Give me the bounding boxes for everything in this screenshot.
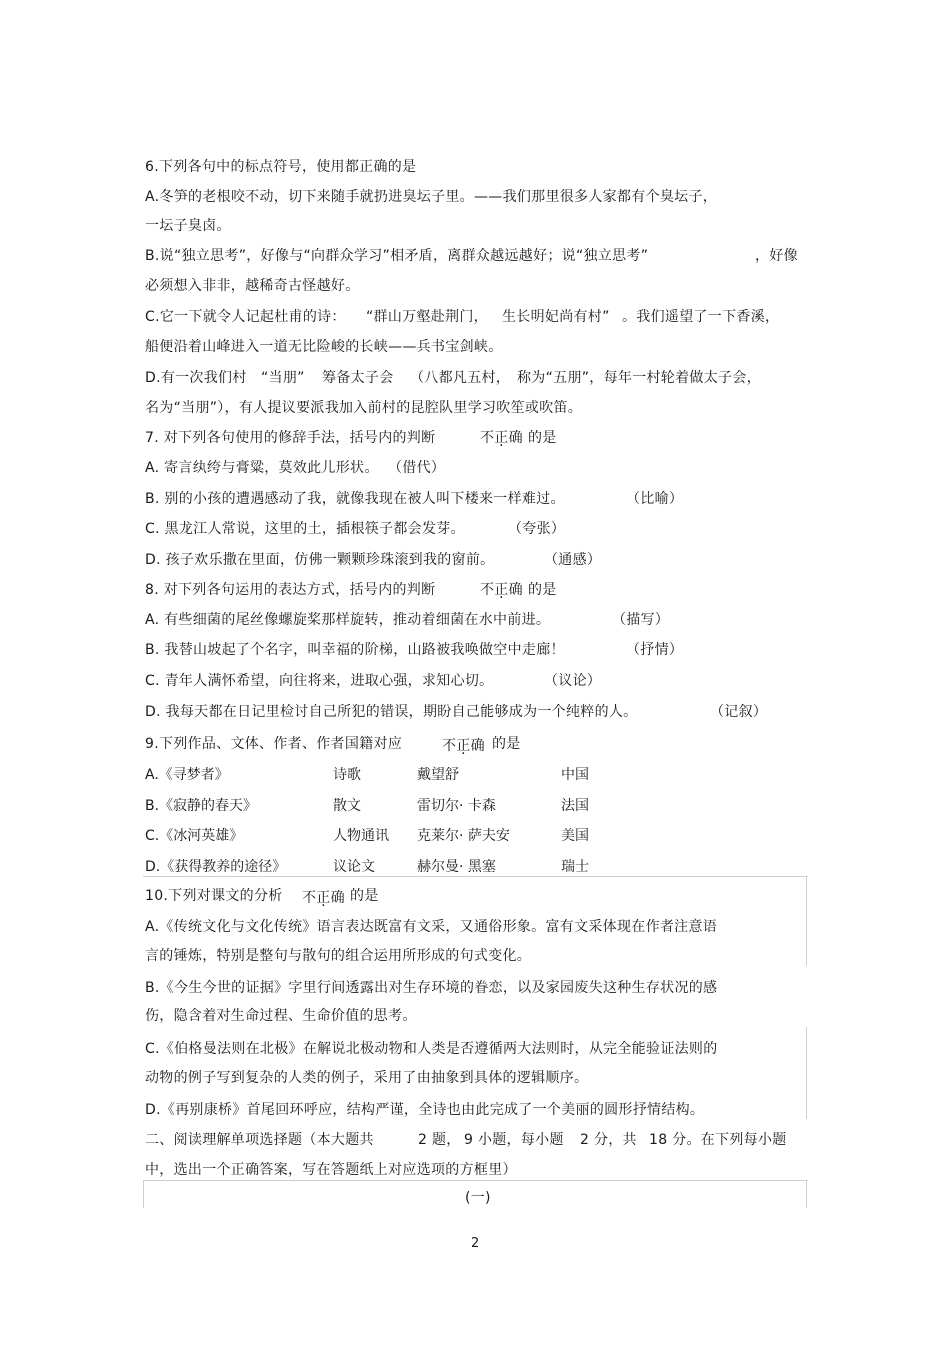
q9-genre: 诗歌 (333, 767, 361, 783)
q8-option-b: B. 我替山坡起了个名字，叫幸福的阶梯，山路被我唤做空中走廊！ (145, 642, 565, 658)
q8-option-c: C. 青年人满怀希望，向往将来，进取心强，求知心切。 (145, 673, 494, 689)
q9-stem-end: 的是 (492, 736, 521, 752)
frame-right-rule-1 (806, 876, 807, 966)
q9-work: B.《寂静的春天》 (145, 798, 258, 814)
q7-option-c: C. 黑龙江人常说，这里的土，插根筷子都会发芽。 (145, 521, 465, 537)
q7-stem: 7. 对下列各句使用的修辞手法，括号内的判断 (145, 430, 436, 446)
page-number: 2 (471, 1236, 480, 1251)
q8-option-a: A. 有些细菌的尾丝像螺旋桨那样旋转，推动着细菌在水中前进。 (145, 612, 551, 628)
q10-stem: 10.下列对课文的分析 (145, 888, 283, 904)
q7-option-a-note: （借代） (388, 460, 446, 476)
frame-right-rule-2 (806, 1027, 807, 1119)
q8-option-d: D. 我每天都在日记里检讨自己所犯的错误，期盼自己能够成为一个纯粹的人。 (145, 704, 638, 720)
q10-option-b-line2: 伤，隐含着对生命过程、生命价值的思考。 (145, 1008, 417, 1024)
q6-option-d-line1b: “当朋” (261, 370, 305, 386)
q7-option-d: D. 孩子欢乐撒在里面，仿佛一颗颗珍珠滚到我的窗前。 (145, 552, 495, 568)
q6-option-c-line2: 船便沿着山峰进入一道无比险峻的长峡——兵书宝剑峡。 (145, 339, 503, 355)
q6-option-d-line1e: 称为“五朋”，每年一村轮着做太子会， (517, 370, 761, 386)
q6-option-c-line1c: 生长明妃尚有村” (502, 309, 610, 325)
q9-emphasis (442, 736, 485, 756)
q7-emphasis-text: 不正确 (480, 430, 523, 446)
q10-option-a-line2: 言的锤炼，特别是整句与散句的组合运用所形成的句式变化。 (145, 948, 532, 964)
q9-work: A.《寻梦者》 (145, 767, 229, 783)
q10-stem-end: 的是 (350, 888, 379, 904)
q10-option-c-line2: 动物的例子写到复杂的人类的例子，采用了由抽象到具体的逻辑顺序。 (145, 1070, 589, 1086)
q6-option-a-line2: 一坛子臭卤。 (145, 218, 231, 234)
section2-line1e: 18 分。在下列每小题 (649, 1132, 787, 1148)
q9-nationality: 瑞士 (561, 859, 589, 875)
q7-option-a: A. 寄言纨绔与膏粱，莫效此儿形状。 (145, 460, 379, 476)
q6-option-d-line1c: 筹备太子会 (322, 370, 394, 386)
q8-option-c-note: （议论） (544, 673, 602, 689)
q8-emphasis-text: 不正确 (480, 582, 523, 598)
q6-option-c-line1d: 。我们遥望了一下香溪， (622, 309, 780, 325)
section2-line1d: 2 分，共 (580, 1132, 637, 1148)
q6-option-d-line1a: D.有一次我们村 (145, 370, 247, 386)
section2-line2: 中，选出一个正确答案，写在答题纸上对应选项的方框里） (145, 1162, 517, 1178)
q6-option-d-line2: 名为“当朋”），有人提议要派我加入前村的昆腔队里学习吹笙或吹笛。 (145, 400, 583, 416)
q10-option-b-line1: B.《今生今世的证据》字里行间透露出对生存环境的眷恋，以及家园废失这种生存状况的感 (145, 980, 718, 996)
q9-author: 雷切尔· 卡森 (417, 798, 496, 814)
q8-option-d-note: （记叙） (710, 704, 768, 720)
q6-option-b-line1b: ，好像 (755, 248, 798, 264)
q9-author: 戴望舒 (417, 767, 459, 783)
section2-line1a: 二、阅读理解单项选择题（本大题共 (145, 1132, 374, 1148)
q7-emphasis (480, 428, 523, 448)
frame-top-rule (143, 876, 808, 877)
q8-stem: 8. 对下列各句运用的表达方式，括号内的判断 (145, 582, 436, 598)
q9-work: D.《获得教养的途径》 (145, 859, 287, 875)
q8-option-a-note: （描写） (612, 612, 670, 628)
q9-author: 赫尔曼· 黑塞 (417, 859, 496, 875)
q7-option-b-note: （比喻） (626, 491, 684, 507)
passage-frame-top (143, 1180, 808, 1181)
q6-option-a-line1: A.冬笋的老根咬不动，切下来随手就扔进臭坛子里。——我们那里很多人家都有个臭坛子， (145, 189, 718, 205)
q9-genre: 人物通讯 (333, 828, 389, 844)
q8-stem-end: 的是 (528, 582, 557, 598)
q10-emphasis-text: 不正确 (302, 890, 345, 906)
q8-emphasis (480, 580, 523, 600)
q9-genre: 议论文 (333, 859, 375, 875)
q9-stem: 9.下列作品、文体、作者、作者国籍对应 (145, 736, 403, 752)
q7-option-d-note: （通感） (544, 552, 602, 568)
q6-option-b-line1a: B.说“独立思考”，好像与“向群众学习”相矛盾，离群众越远越好；说“独立思考” (145, 248, 649, 264)
passage-heading: (一) (465, 1190, 491, 1206)
q9-work: C.《冰河英雄》 (145, 828, 244, 844)
q10-option-a-line1: A.《传统文化与文化传统》语言表达既富有文采，又通俗形象。富有文采体现在作者注意语 (145, 919, 718, 935)
section2-line1c: 9 小题，每小题 (464, 1132, 564, 1148)
q9-nationality: 中国 (561, 767, 589, 783)
q9-author: 克莱尔· 萨夫安 (417, 828, 510, 844)
q6-option-c-line1b: “群山万壑赴荆门， (366, 309, 488, 325)
passage-frame-left (143, 1180, 144, 1208)
q6-stem: 6.下列各句中的标点符号，使用都正确的是 (145, 159, 417, 175)
q9-emphasis-text: 不正确 (442, 738, 485, 754)
q9-nationality: 法国 (561, 798, 589, 814)
passage-frame-right (806, 1180, 807, 1208)
q9-genre: 散文 (333, 798, 361, 814)
q10-option-d: D.《再别康桥》首尾回环呼应，结构严谨，全诗也由此完成了一个美丽的圆形抒情结构。 (145, 1102, 705, 1118)
q6-option-b-line2: 必须想入非非，越稀奇古怪越好。 (145, 278, 360, 294)
q8-option-b-note: （抒情） (626, 642, 684, 658)
q6-option-d-line1d: （八都凡五村， (410, 370, 511, 386)
q9-nationality: 美国 (561, 828, 589, 844)
q10-emphasis (302, 888, 345, 908)
section2-line1b: 2 题， (418, 1132, 461, 1148)
q10-option-c-line1: C.《伯格曼法则在北极》在解说北极动物和人类是否遵循两大法则时，从完全能验证法则的 (145, 1041, 718, 1057)
q7-stem-end: 的是 (528, 430, 557, 446)
q7-option-c-note: （夸张） (508, 521, 566, 537)
q6-option-c-line1a: C.它一下就令人记起杜甫的诗： (145, 309, 346, 325)
q7-option-b: B. 别的小孩的遭遇感动了我，就像我现在被人叫下楼来一样难过。 (145, 491, 565, 507)
